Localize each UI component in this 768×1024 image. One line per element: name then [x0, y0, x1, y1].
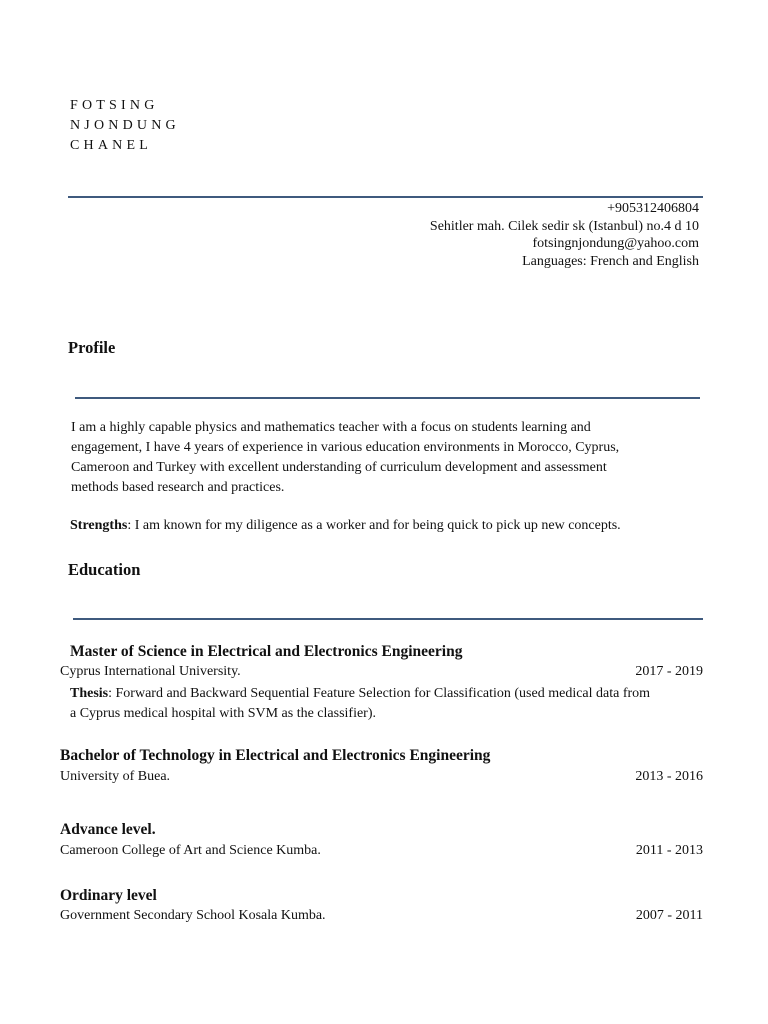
strengths-label: Strengths: [70, 518, 128, 533]
profile-heading: Profile: [68, 338, 116, 357]
thesis-text: : Forward and Backward Sequential Feature Selection for Classification (used medical data from: [108, 686, 651, 701]
education-years: 2013 - 2016: [635, 769, 703, 784]
name-line-last: CHANEL: [70, 138, 152, 153]
profile-line: I am a highly capable physics and mathematics teacher with a focus on students learning and: [71, 420, 591, 435]
strengths-statement: [70, 518, 621, 534]
name-line-first: FOTSING: [70, 98, 159, 113]
education-divider: [73, 618, 703, 620]
education-years: 2011 - 2013: [635, 843, 703, 858]
education-degree: Master of Science in Electrical and Electronics Engineering: [70, 643, 463, 660]
education-heading: Education: [68, 560, 141, 579]
profile-line: methods based research and practices.: [71, 480, 285, 495]
contact-block: [430, 200, 699, 270]
contact-languages: Languages: French and English: [522, 253, 699, 269]
education-institution: University of Buea.: [60, 769, 171, 784]
education-years: 2017 - 2019: [635, 664, 703, 679]
thesis-description: [70, 684, 710, 724]
header-divider: [68, 196, 703, 198]
education-institution: Government Secondary School Kosala Kumba.: [60, 908, 326, 923]
contact-email: fotsingnjondung@yahoo.com: [532, 236, 699, 251]
education-institution: Cameroon College of Art and Science Kumba.: [60, 843, 321, 858]
education-years: 2007 - 2011: [635, 908, 703, 923]
education-institution: Cyprus International University.: [60, 664, 241, 679]
education-degree: Ordinary level: [60, 887, 157, 904]
profile-summary: [71, 418, 711, 498]
strengths-text: : I am known for my diligence as a worker and for being quick to pick up new concepts.: [127, 518, 621, 533]
contact-phone: +905312406804: [607, 201, 699, 216]
profile-line: engagement, I have 4 years of experience in various education environments in Morocco, Cyprus,: [71, 440, 620, 455]
thesis-line: a Cyprus medical hospital with SVM as the classifier).: [70, 706, 376, 721]
profile-line: Cameroon and Turkey with excellent understanding of curriculum development and assessment: [71, 460, 607, 475]
thesis-label: Thesis: [70, 686, 109, 701]
profile-divider: [75, 397, 700, 399]
thesis-line: [70, 684, 710, 704]
education-degree: Bachelor of Technology in Electrical and Electronics Engineering: [60, 747, 491, 764]
name-line-middle: NJONDUNG: [70, 118, 180, 133]
education-degree: Advance level.: [60, 821, 156, 838]
contact-address: Sehitler mah. Cilek sedir sk (Istanbul) no.4 d 10: [429, 218, 699, 234]
